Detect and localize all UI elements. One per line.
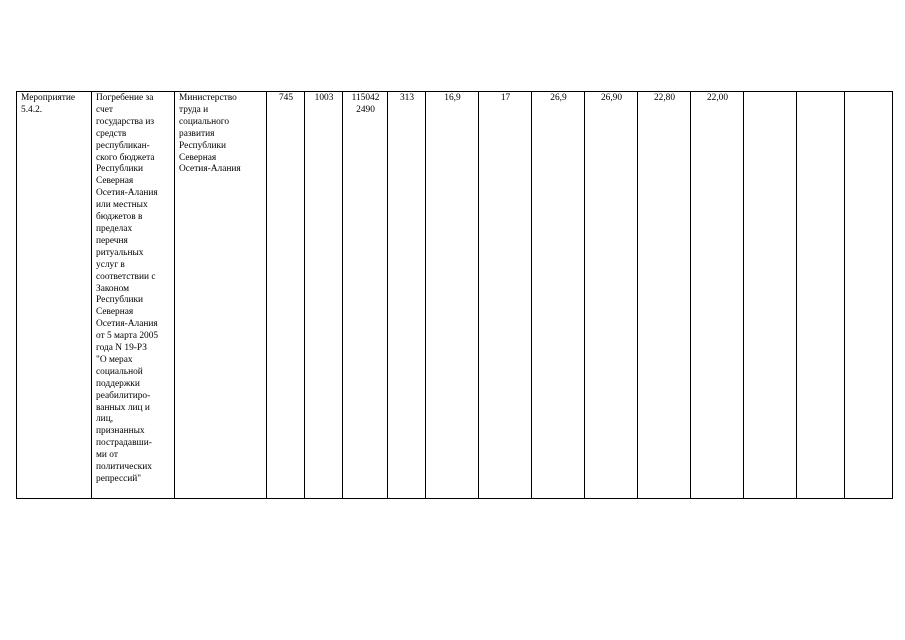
table-row	[17, 92, 893, 499]
cell-value-1: 16,9	[426, 92, 479, 499]
cell-grbs: 745	[267, 92, 305, 499]
cell-rzpr: 1003	[305, 92, 343, 499]
cell-vr: 313	[388, 92, 426, 499]
cell-value-8	[797, 92, 845, 499]
cell-value-5: 22,80	[638, 92, 691, 499]
cell-value-4: 26,90	[585, 92, 638, 499]
cell-value-9	[845, 92, 893, 499]
cell-csr: 115042 2490	[343, 92, 388, 499]
cell-value-6: 22,00	[691, 92, 744, 499]
cell-value-3: 26,9	[532, 92, 585, 499]
cell-value-2: 17	[479, 92, 532, 499]
cell-measure: Мероприятие 5.4.2.	[17, 92, 92, 499]
cell-description: Погребение за счет государства из средств республикан- ского бюджета Республики Северная Осетия-Алания или местных бюджетов в пределах перечня ритуальных услуг в соответствии с Законом Республики Северная Осетия-Алания от 5 марта 2005 года N 19-РЗ "О мерах социальной поддержки реабилитиро- ванных лиц и лиц, признанных пострадавши- ми от политических репрессий"	[92, 92, 175, 499]
cell-value-7	[744, 92, 797, 499]
cell-executor: Министерство труда и социального развития Республики Северная Осетия-Алания	[175, 92, 267, 499]
budget-table	[16, 91, 893, 499]
